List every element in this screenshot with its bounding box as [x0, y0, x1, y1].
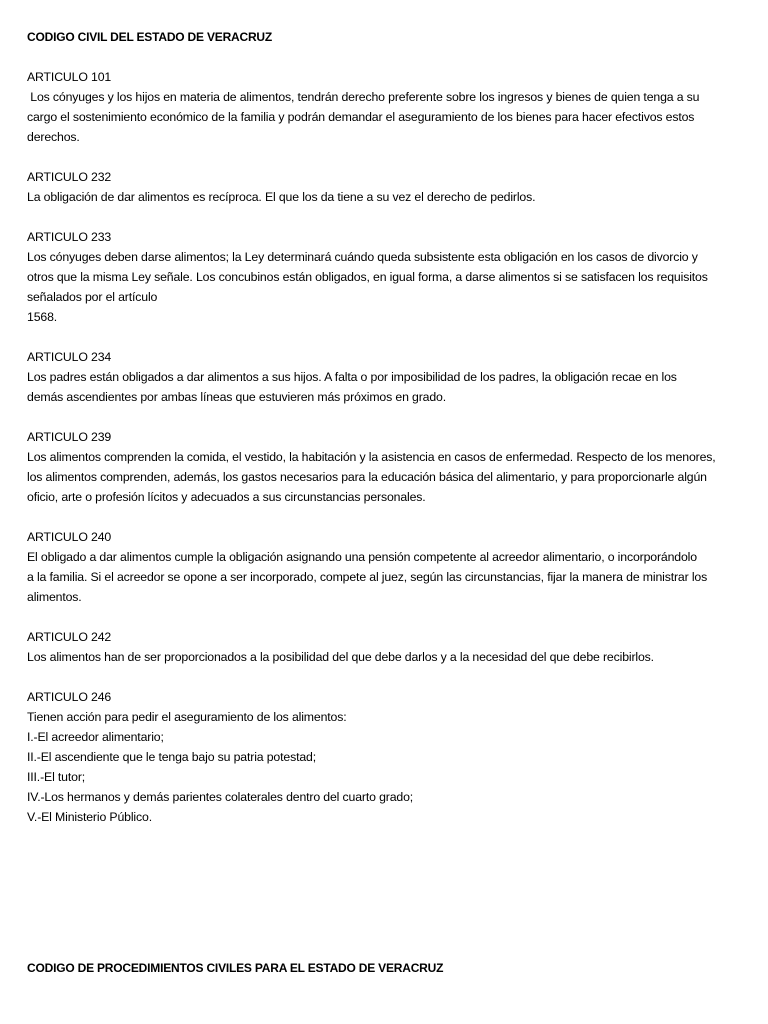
spacer [27, 47, 749, 67]
article-block [27, 67, 749, 167]
article-block [27, 347, 749, 427]
article-text-line: Los alimentos comprenden la comida, el vestido, la habitación y la asistencia en casos de enfermedad. Respecto de los menores, [27, 450, 716, 464]
spacer [27, 407, 749, 427]
article-text-line: los alimentos comprenden, además, los gastos necesarios para la educación básica del alimentario, y para proporcionarle algún [27, 470, 707, 484]
spacer [27, 607, 749, 627]
spacer [27, 667, 749, 687]
article-text-line: demás ascendientes por ambas líneas que estuvieren más próximos en grado. [27, 390, 446, 404]
article-block [27, 687, 749, 827]
article-block [27, 227, 749, 347]
article-text-line: oficio, arte o profesión lícitos y adecuados a sus circunstancias personales. [27, 490, 426, 504]
article-text-line: 1568. [27, 310, 58, 324]
article-heading: ARTICULO 240 [27, 530, 112, 544]
article-text-line: II.-El ascendiente que le tenga bajo su patria potestad; [27, 750, 316, 764]
article-block [27, 627, 749, 687]
article-heading: ARTICULO 246 [27, 690, 112, 704]
article-block [27, 427, 749, 527]
document-page [27, 27, 749, 827]
spacer [27, 327, 749, 347]
article-heading: ARTICULO 232 [27, 170, 112, 184]
articles-container [27, 67, 749, 827]
article-text-line: alimentos. [27, 590, 82, 604]
article-text-line: señalados por el artículo [27, 290, 158, 304]
second-document-title: CODIGO DE PROCEDIMIENTOS CIVILES PARA EL ESTADO DE VERACRUZ [27, 961, 444, 975]
article-text-line: I.-El acreedor alimentario; [27, 730, 164, 744]
article-text-line: III.-El tutor; [27, 770, 86, 784]
article-text-line: otros que la misma Ley señale. Los concubinos están obligados, en igual forma, a darse alimentos si se satisfacen los requisitos [27, 270, 708, 284]
article-text-line: IV.-Los hermanos y demás parientes colaterales dentro del cuarto grado; [27, 790, 414, 804]
article-text-line: a la familia. Si el acreedor se opone a ser incorporado, compete al juez, según las circunstancias, fijar la manera de ministrar los [27, 570, 708, 584]
article-text-line: Los cónyuges deben darse alimentos; la Ley determinará cuándo queda subsistente esta obligación en los casos de divorcio y [27, 250, 698, 264]
article-text-line: V.-El Ministerio Público. [27, 810, 152, 824]
spacer [27, 507, 749, 527]
article-text-line: El obligado a dar alimentos cumple la obligación asignando una pensión competente al acreedor alimentario, o incorporándolo [27, 550, 697, 564]
article-text-line: derechos. [27, 130, 80, 144]
article-text-line: Los padres están obligados a dar alimentos a sus hijos. A falta o por imposibilidad de los padres, la obligación recae en los [27, 370, 677, 384]
document-title: CODIGO CIVIL DEL ESTADO DE VERACRUZ [27, 30, 273, 44]
article-heading: ARTICULO 234 [27, 350, 112, 364]
article-text-line: La obligación de dar alimentos es recíproca. El que los da tiene a su vez el derecho de pedirlos. [27, 190, 536, 204]
article-heading: ARTICULO 233 [27, 230, 112, 244]
article-text-line: Los cónyuges y los hijos en materia de alimentos, tendrán derecho preferente sobre los ingresos y bienes de quien tenga a su [27, 90, 700, 104]
spacer [27, 147, 749, 167]
article-heading: ARTICULO 101 [27, 70, 112, 84]
article-text-line: cargo el sostenimiento económico de la familia y podrán demandar el aseguramiento de los bienes para hacer efectivos estos [27, 110, 695, 124]
article-text-line: Los alimentos han de ser proporcionados a la posibilidad del que debe darlos y a la necesidad del que debe recibirlos. [27, 650, 654, 664]
spacer [27, 207, 749, 227]
article-block [27, 527, 749, 627]
article-heading: ARTICULO 242 [27, 630, 112, 644]
article-block [27, 167, 749, 227]
article-text-line: Tienen acción para pedir el aseguramiento de los alimentos: [27, 710, 347, 724]
article-heading: ARTICULO 239 [27, 430, 112, 444]
